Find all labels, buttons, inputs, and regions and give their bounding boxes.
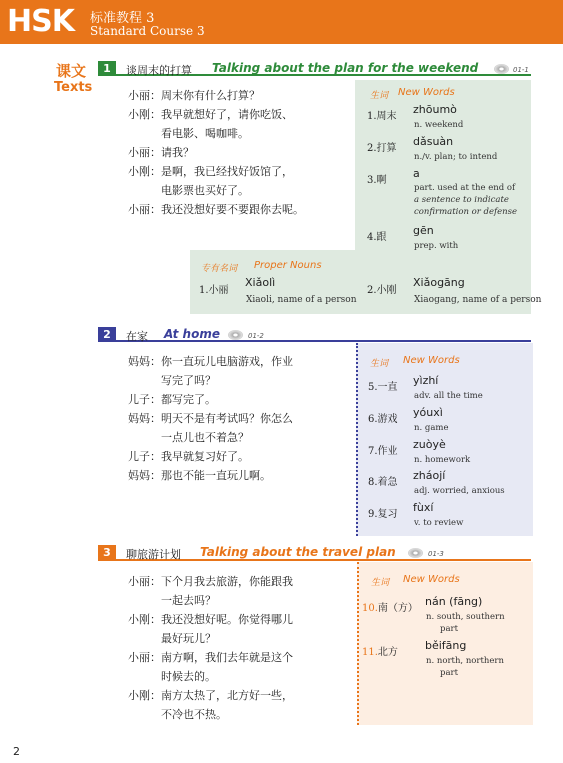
proper-nouns-head-en: Proper Nouns xyxy=(254,260,322,271)
new-words-head-en: New Words xyxy=(403,574,460,585)
vocab-pinyin: nán (fāng) xyxy=(425,595,483,608)
section-1-title-cn: 谈周末的打算 xyxy=(126,64,192,77)
vocab-item: 7.作业 xyxy=(368,446,398,457)
new-words-head-cn: 生词 xyxy=(370,359,389,369)
dialogue-line: 小刚：是啊，我已经找好饭馆了， xyxy=(128,165,293,178)
vocab-pinyin: zuòyè xyxy=(413,438,446,451)
section-2-title-cn: 在家 xyxy=(126,330,148,343)
proper-nouns-head-cn: 专有名词 xyxy=(201,264,238,274)
texts-label-en: Texts xyxy=(54,80,93,95)
new-words-head-en: New Words xyxy=(398,87,455,98)
vocab-pinyin: dǎsuàn xyxy=(413,135,454,148)
vocab-item: 8.着急 xyxy=(368,477,398,488)
vocab-pinyin: a xyxy=(413,167,420,180)
audio-disc-icon xyxy=(228,330,243,340)
dialogue-line: 儿子：我早就复习好了。 xyxy=(128,450,249,463)
vocab-item: 11.北方 xyxy=(362,647,398,658)
proper-noun-item: 2.小刚 xyxy=(367,285,397,296)
dialogue-line: 时候去的。 xyxy=(161,670,216,683)
dialogue-line: 看电影、喝咖啡。 xyxy=(161,127,249,140)
dialogue-line: 最好玩儿？ xyxy=(161,632,216,645)
new-words-head-cn: 生词 xyxy=(370,91,389,101)
proper-noun-item: 1.小丽 xyxy=(199,285,229,296)
section-1-title-en: Talking about the plan for the weekend xyxy=(212,61,479,75)
dialogue-line: 电影票也买好了。 xyxy=(161,184,249,197)
vocab-def: n. game xyxy=(414,423,449,433)
vocab-item: 10.南（方） xyxy=(362,603,418,614)
proper-noun-pinyin: Xiǎolì xyxy=(245,276,276,289)
section-1-track: 01-1 xyxy=(513,66,529,74)
dialogue-line: 妈妈：你一直玩儿电脑游戏，作业 xyxy=(128,355,293,368)
section-3-track: 01-3 xyxy=(428,550,444,558)
vocab-pinyin: yìzhí xyxy=(413,374,439,387)
new-words-head-cn: 生词 xyxy=(371,578,390,588)
vocab-def: v. to review xyxy=(414,518,464,528)
section-3-title-cn: 聊旅游计划 xyxy=(126,548,181,561)
section-3-number: 3 xyxy=(98,545,116,560)
vocab-def: n. south, southern part xyxy=(426,612,505,634)
vocab-def: adv. all the time xyxy=(414,391,483,401)
vocab-pinyin: zhōumò xyxy=(413,103,457,116)
book-title-en: Standard Course 3 xyxy=(90,24,205,38)
vocab-pinyin: fùxí xyxy=(413,501,434,514)
section-1-number: 1 xyxy=(98,61,116,76)
vocab-def: n. homework xyxy=(414,455,471,465)
dialogue-line: 一点儿也不着急？ xyxy=(161,431,249,444)
vocab-def: adj. worried, anxious xyxy=(414,486,505,496)
vocab-item: 4.跟 xyxy=(367,232,387,243)
section-2-number: 2 xyxy=(98,327,116,342)
dialogue-line: 小丽：南方啊，我们去年就是这个 xyxy=(128,651,293,664)
proper-noun-def: Xiaogang, name of a person xyxy=(414,295,542,305)
dialogue-2 xyxy=(128,352,293,485)
vocab-def: part. used at the end of a sentence to indicate confirmation or defense xyxy=(414,183,518,217)
vocab-def: prep. with xyxy=(414,241,459,251)
section-2-title-en: At home xyxy=(164,327,220,341)
vocab-def: n./v. plan; to intend xyxy=(414,152,498,162)
vocab-item: 5.一直 xyxy=(368,382,398,393)
dialogue-line: 一起去吗？ xyxy=(161,594,216,607)
vocab-pinyin: běifāng xyxy=(425,639,467,652)
dialogue-line: 小刚：南方太热了，北方好一些， xyxy=(128,689,293,702)
texts-label-cn: 课文 xyxy=(56,62,87,80)
dialogue-3 xyxy=(128,572,293,724)
section-3-title-en: Talking about the travel plan xyxy=(200,545,396,559)
header-bar xyxy=(0,0,563,44)
audio-disc-icon xyxy=(408,548,423,558)
vocab-item: 2.打算 xyxy=(367,143,397,154)
dialogue-line: 不冷也不热。 xyxy=(161,708,227,721)
section-2-rule xyxy=(98,340,531,342)
dialogue-line: 小丽：请我？ xyxy=(128,146,194,159)
audio-disc-icon xyxy=(494,64,509,74)
dialogue-line: 小丽：下个月我去旅游，你能跟我 xyxy=(128,575,293,588)
hsk-logo: HSK xyxy=(7,4,74,39)
dialogue-line: 写完了吗？ xyxy=(161,374,216,387)
dialogue-line: 儿子：都写完了。 xyxy=(128,393,216,406)
vocab-item: 1.周末 xyxy=(367,111,397,122)
proper-noun-def: Xiaoli, name of a person xyxy=(246,295,357,305)
vocab-item: 3.啊 xyxy=(367,175,387,186)
proper-noun-pinyin: Xiǎogāng xyxy=(413,276,465,289)
dialogue-line: 小刚：我还没想好呢。你觉得哪儿 xyxy=(128,613,293,626)
section-2-track: 01-2 xyxy=(248,332,264,340)
vocab-pinyin: gēn xyxy=(413,224,434,237)
vocab-pinyin: yóuxì xyxy=(413,406,443,419)
vocab-item: 6.游戏 xyxy=(368,414,398,425)
new-words-head-en: New Words xyxy=(403,355,460,366)
page-number: 2 xyxy=(13,745,20,758)
dialogue-line: 小丽：周末你有什么打算？ xyxy=(128,89,260,102)
vocab-item: 9.复习 xyxy=(368,509,398,520)
dialogue-line: 妈妈：那也不能一直玩儿啊。 xyxy=(128,469,271,482)
dialogue-line: 小丽：我还没想好要不要跟你去呢。 xyxy=(128,203,304,216)
dialogue-1 xyxy=(128,86,304,219)
vocab-pinyin: zháojí xyxy=(413,469,446,482)
book-title-cn: 标准教程 3 xyxy=(90,11,155,26)
dialogue-line: 妈妈：明天不是有考试吗？你怎么 xyxy=(128,412,293,425)
vocab-def: n. weekend xyxy=(414,120,464,130)
dialogue-line: 小刚：我早就想好了，请你吃饭、 xyxy=(128,108,293,121)
vocab-def: n. north, northern part xyxy=(426,656,504,678)
